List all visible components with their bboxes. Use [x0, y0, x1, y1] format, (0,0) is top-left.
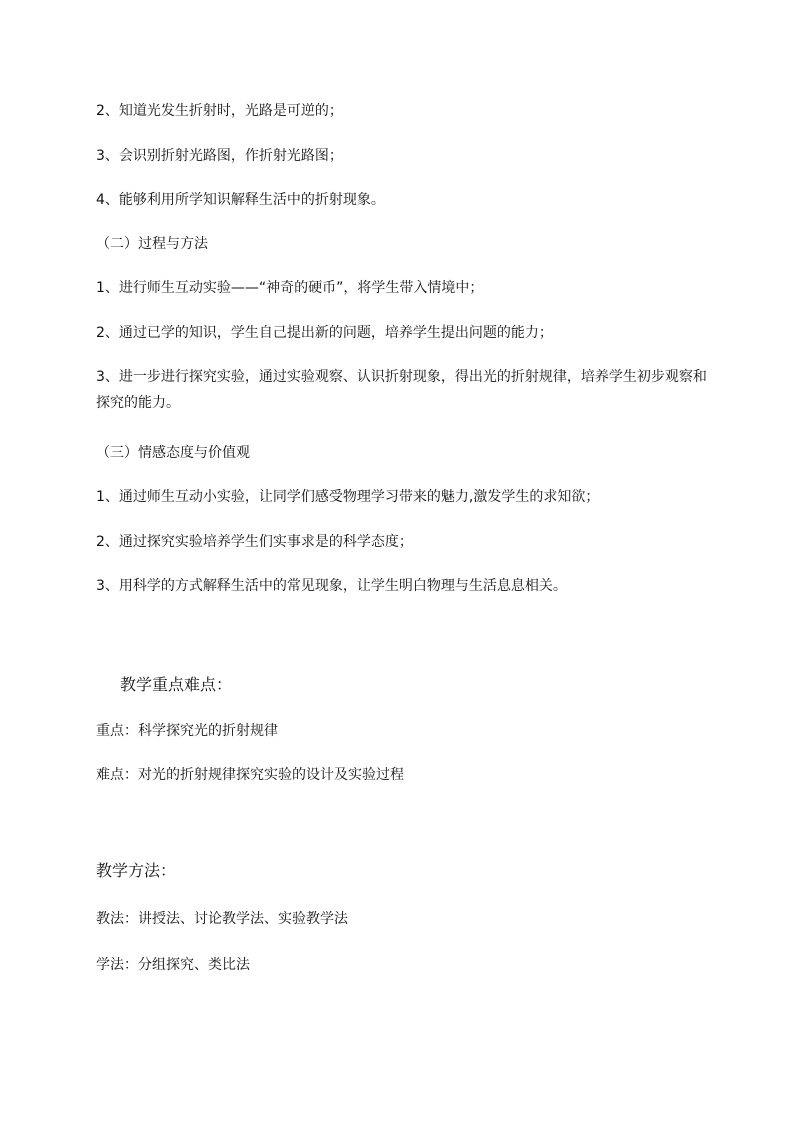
key-point: 重点：科学探究光的折射规律: [96, 723, 278, 739]
teaching-method: 教法：讲授法、讨论教学法、实验教学法: [96, 911, 348, 927]
emotion-item-3: 3、用科学的方式解释生活中的常见现象，让学生明白物理与生活息息相关。: [96, 578, 567, 594]
objective-item-2: 2、知道光发生折射时，光路是可逆的；: [96, 103, 343, 119]
objective-item-4: 4、能够利用所学知识解释生活中的折射现象。: [96, 192, 385, 208]
process-item-2: 2、通过已学的知识，学生自己提出新的问题，培养学生提出问题的能力；: [96, 325, 553, 341]
emotion-heading: （三）情感态度与价值观: [96, 445, 250, 461]
key-points-heading: 教学重点难点：: [120, 675, 233, 694]
emotion-item-2: 2、通过探究实验培养学生们实事求是的科学态度；: [96, 534, 413, 550]
process-item-1: 1、进行师生互动实验——“神奇的硬币”，将学生带入情境中；: [96, 280, 484, 296]
methods-heading: 教学方法：: [96, 861, 177, 880]
difficult-point: 难点：对光的折射规律探究实验的设计及实验过程: [96, 767, 404, 783]
objective-item-3: 3、会识别折射光路图，作折射光路图；: [96, 148, 343, 164]
process-method-heading: （二）过程与方法: [96, 236, 208, 252]
process-item-3: 3、进一步进行探究实验，通过实验观察、认识折射现象，得出光的折射规律，培养学生初步观察和探究的能力。: [96, 369, 707, 411]
learning-method: 学法：分组探究、类比法: [96, 957, 250, 973]
emotion-item-1: 1、通过师生互动小实验，让同学们感受物理学习带来的魅力,激发学生的求知欲；: [96, 489, 600, 505]
